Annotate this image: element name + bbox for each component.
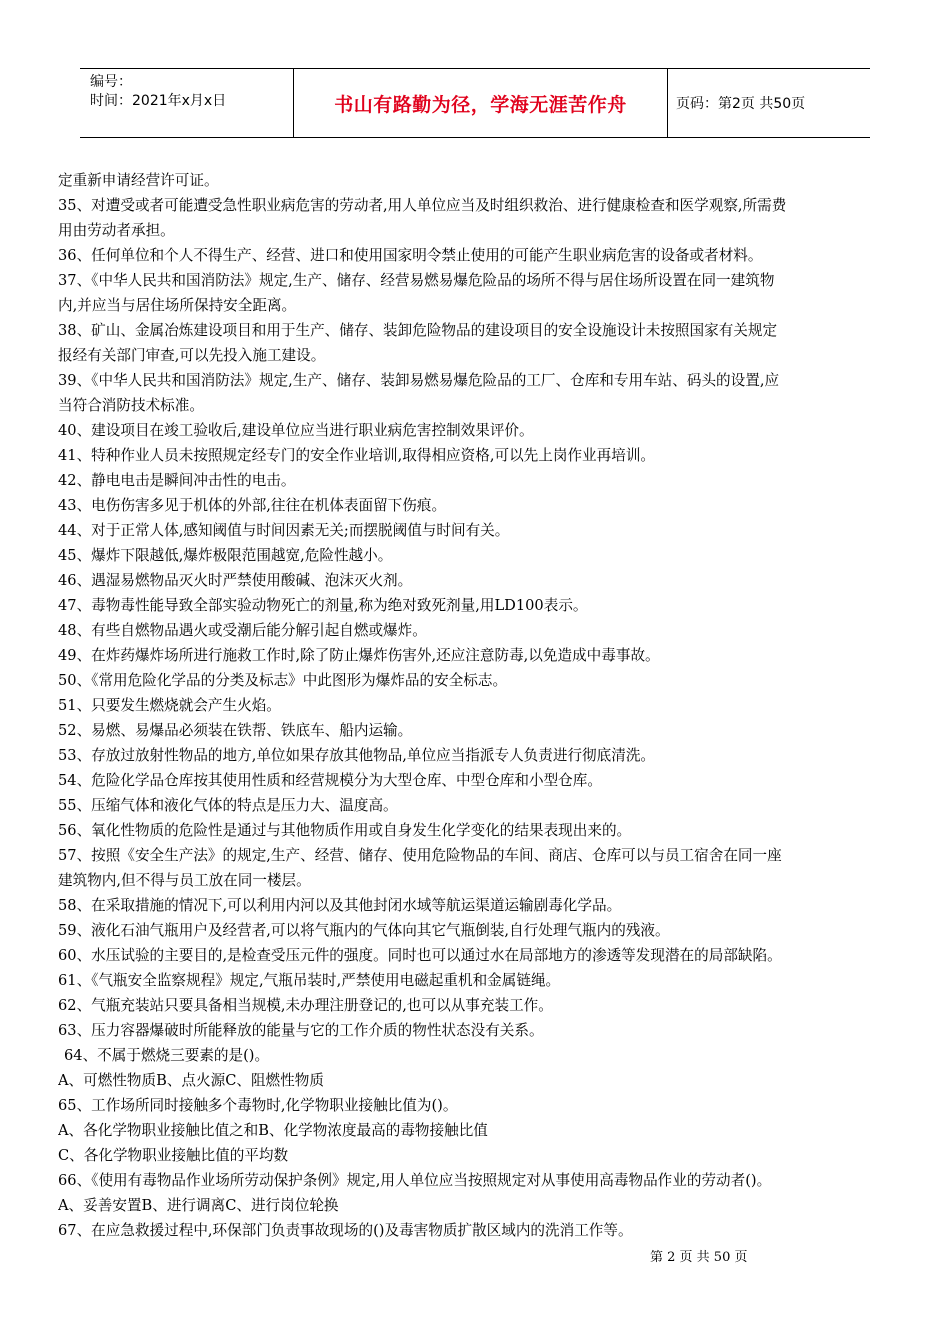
text-line: 50、《常用危险化学品的分类及标志》中此图形为爆炸品的安全标志。 [58,672,508,689]
text-line: 57、按照《安全生产法》的规定,生产、经营、储存、使用危险物品的车间、商店、仓库可以与员工宿舍在同一座 [58,847,782,864]
text-line: 54、危险化学品仓库按其使用性质和经营规模分为大型仓库、中型仓库和小型仓库。 [58,772,602,789]
text-line: 36、任何单位和个人不得生产、经营、进口和使用国家明令禁止使用的可能产生职业病危害的设备或者材料。 [58,247,763,264]
text-line: 62、气瓶充装站只要具备相当规模,未办理注册登记的,也可以从事充装工作。 [58,997,553,1014]
text-line: 41、特种作业人员未按照规定经专门的安全作业培训,取得相应资格,可以先上岗作业再培训。 [58,447,656,464]
text-line: 51、只要发生燃烧就会产生火焰。 [58,697,281,714]
text-line: 内,并应当与居住场所保持安全距离。 [58,297,297,314]
motto-text: 书山有路勤为径，学海无涯苦作舟 [334,93,627,116]
text-line: 38、矿山、金属冶炼建设项目和用于生产、储存、装卸危险物品的建设项目的安全设施设计未按照国家有关规定 [58,322,778,339]
code-label: 编号： [90,74,132,90]
text-line: 建筑物内,但不得与员工放在同一楼层。 [58,872,311,889]
text-line: 56、氧化性物质的危险性是通过与其他物质作用或自身发生化学变化的结果表现出来的。 [58,822,632,839]
header-motto-cell [293,69,668,137]
header-page-cell [668,69,870,137]
text-line: 63、压力容器爆破时所能释放的能量与它的工作介质的物性状态没有关系。 [58,1022,544,1039]
document-body [58,168,894,1243]
text-line: 48、有些自燃物品遇火或受潮后能分解引起自燃或爆炸。 [58,622,427,639]
text-line: 66、《使用有毒物品作业场所劳动保护条例》规定,用人单位应当按照规定对从事使用高毒物品作业的劳动者()。 [58,1172,772,1189]
text-line: 39、《中华人民共和国消防法》规定,生产、储存、装卸易燃易爆危险品的工厂、仓库和专用车站、码头的设置,应 [58,372,780,389]
text-line: A、可燃性物质B、点火源C、阻燃性物质 [58,1072,324,1089]
text-line: 52、易燃、易爆品必须装在铁帮、铁底车、船内运输。 [58,722,413,739]
text-line: 47、毒物毒性能导致全部实验动物死亡的剂量,称为绝对致死剂量,用LD100表示。 [58,597,588,614]
text-line: 61、《气瓶安全监察规程》规定,气瓶吊装时,严禁使用电磁起重机和金属链绳。 [58,972,561,989]
text-line: C、各化学物职业接触比值的平均数 [58,1147,289,1164]
text-line: 定重新申请经营许可证。 [58,172,219,189]
text-line: A、妥善安置B、进行调离C、进行岗位轮换 [58,1197,339,1214]
text-line: 53、存放过放射性物品的地方,单位如果存放其他物品,单位应当指派专人负责进行彻底清洗。 [58,747,656,764]
text-line: A、各化学物职业接触比值之和B、化学物浓度最高的毒物接触比值 [58,1122,488,1139]
text-line: 用由劳动者承担。 [58,222,175,239]
text-line: 64、不属于燃烧三要素的是()。 [64,1047,270,1064]
header-info-cell [80,69,293,137]
text-line: 58、在采取措施的情况下,可以利用内河以及其他封闭水域等航运渠道运输剧毒化学品。 [58,897,622,914]
text-line: 42、静电电击是瞬间冲击性的电击。 [58,472,296,489]
text-line: 49、在炸药爆炸场所进行施救工作时,除了防止爆炸伤害外,还应注意防毒,以免造成中毒事故。 [58,647,660,664]
text-line: 44、对于正常人体,感知阈值与时间因素无关;而摆脱阈值与时间有关。 [58,522,510,539]
text-line: 45、爆炸下限越低,爆炸极限范围越宽,危险性越小。 [58,547,393,564]
text-line: 当符合消防技术标准。 [58,397,204,414]
text-line: 35、对遭受或者可能遭受急性职业病危害的劳动者,用人单位应当及时组织救治、进行健康检查和医学观察,所需费 [58,197,787,214]
text-line: 65、工作场所同时接触多个毒物时,化学物职业接触比值为()。 [58,1097,458,1114]
text-line: 43、电伤伤害多见于机体的外部,往往在机体表面留下伤痕。 [58,497,447,514]
text-line: 55、压缩气体和液化气体的特点是压力大、温度高。 [58,797,398,814]
text-line: 60、水压试验的主要目的,是检查受压元件的强度。同时也可以通过水在局部地方的渗透等发现潜在的局部缺陷。 [58,947,782,964]
time-label: 时间：2021年x月x日 [90,93,227,109]
page-header [80,68,870,138]
text-line: 59、液化石油气瓶用户及经营者,可以将气瓶内的气体向其它气瓶倒装,自行处理气瓶内的残液。 [58,922,670,939]
text-line: 37、《中华人民共和国消防法》规定,生产、储存、经营易燃易爆危险品的场所不得与居住场所设置在同一建筑物 [58,272,775,289]
text-line: 46、遇湿易燃物品灭火时严禁使用酸碱、泡沫灭火剂。 [58,572,413,589]
text-line: 报经有关部门审查,可以先投入施工建设。 [58,347,326,364]
header-page-label: 页码：第2页 共50页 [676,96,806,112]
text-line: 67、在应急救援过程中,环保部门负责事故现场的()及毒害物质扩散区域内的洗消工作等。 [58,1222,633,1239]
text-line: 40、建设项目在竣工验收后,建设单位应当进行职业病危害控制效果评价。 [58,422,534,439]
page-footer: 第 2 页 共 50 页 [650,1250,748,1265]
